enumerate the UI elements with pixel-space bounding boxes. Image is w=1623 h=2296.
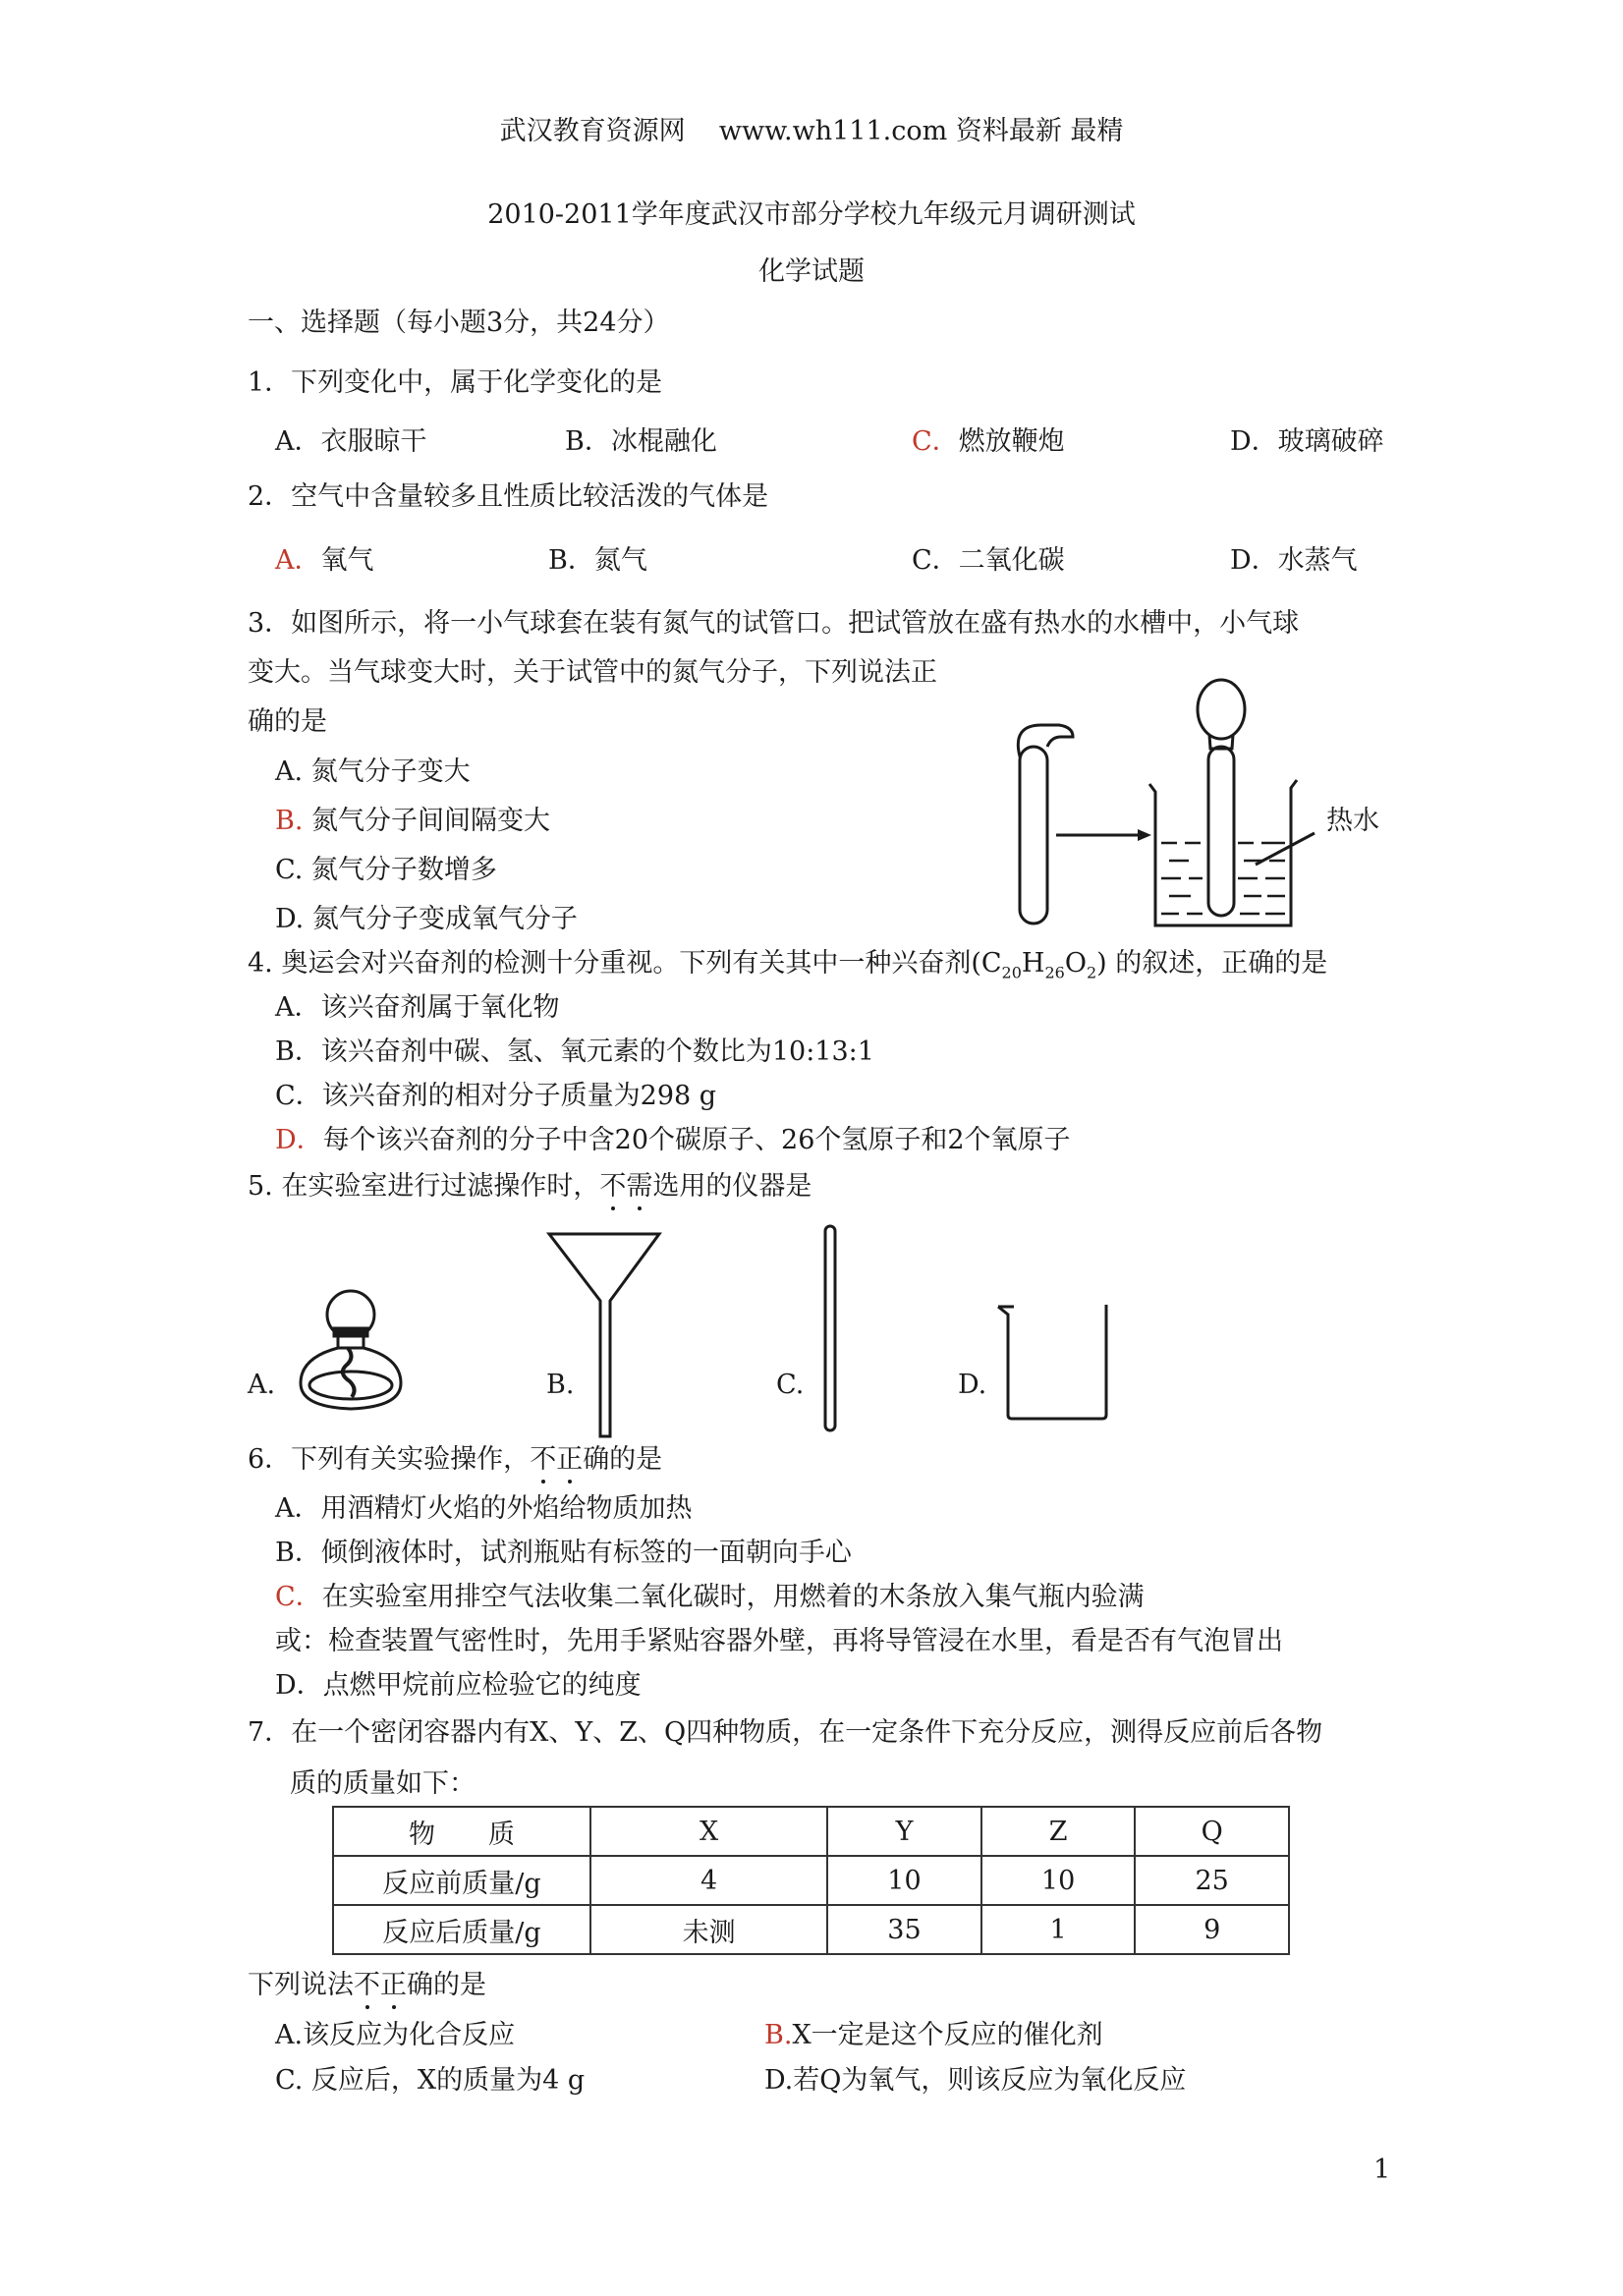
q1-option-a: A．衣服晾干 bbox=[275, 426, 427, 457]
q3-stem-line3: 确的是 bbox=[248, 706, 327, 737]
alcohol-lamp-icon bbox=[295, 1287, 408, 1415]
q7-option-b: B.X一定是这个反应的催化剂 bbox=[764, 2020, 1103, 2050]
q6-option-c: C．在实验室用排空气法收集二氧化碳时，用燃着的木条放入集气瓶内验满 bbox=[275, 1582, 1145, 1612]
q3-option-b: B. 氮气分子间间隔变大 bbox=[275, 806, 551, 836]
header-url[interactable]: www.wh111.com bbox=[718, 116, 948, 146]
page-number: 1 bbox=[1373, 2155, 1391, 2185]
glass-rod-icon bbox=[820, 1223, 840, 1434]
q2-option-b: B．氮气 bbox=[548, 545, 647, 576]
q7-stem-line1: 7．在一个密闭容器内有X、Y、Z、Q四种物质，在一定条件下充分反应，测得反应前后各物 bbox=[248, 1717, 1323, 1748]
q1-option-c: C．燃放鞭炮 bbox=[912, 426, 1065, 457]
section-heading: 一、选择题（每小题3分，共24分） bbox=[248, 308, 670, 338]
q3-hot-water-label: 热水 bbox=[1326, 806, 1379, 836]
q1-option-d: D．玻璃破碎 bbox=[1230, 426, 1384, 457]
q3-option-d: D. 氮气分子变成氧气分子 bbox=[275, 904, 578, 934]
table-cell: 9 bbox=[1135, 1905, 1289, 1954]
page-header bbox=[0, 116, 1623, 147]
q6-alternative: 或：检查装置气密性时，先用手紧贴容器外壁，再将导管浸在水里，看是否有气泡冒出 bbox=[275, 1626, 1283, 1656]
table-cell: 未测 bbox=[590, 1905, 827, 1954]
mass-table bbox=[332, 1806, 1290, 1955]
q2-option-d: D．水蒸气 bbox=[1230, 545, 1358, 576]
q3-test-tube-figure bbox=[1002, 668, 1415, 938]
table-row bbox=[333, 1905, 1289, 1954]
q5-label-d: D. bbox=[958, 1370, 987, 1400]
q3-stem-line2: 变大。当气球变大时，关于试管中的氮气分子，下列说法正 bbox=[248, 657, 937, 688]
q2-stem: 2．空气中含量较多且性质比较活泼的气体是 bbox=[248, 481, 769, 512]
table-cell: Q bbox=[1135, 1807, 1289, 1856]
header-tagline: 资料最新 最精 bbox=[955, 116, 1124, 146]
q7-option-a: A.该反应为化合反应 bbox=[275, 2020, 516, 2050]
table-cell: Z bbox=[981, 1807, 1136, 1856]
table-cell: Y bbox=[827, 1807, 981, 1856]
table-cell: 25 bbox=[1135, 1856, 1289, 1905]
q7-question: 下列说法不正确的是 bbox=[248, 1970, 486, 2000]
table-cell: 反应后质量/g bbox=[333, 1905, 590, 1954]
table-cell: 物 质 bbox=[333, 1807, 590, 1856]
table-cell: X bbox=[590, 1807, 827, 1856]
q6-option-a: A．用酒精灯火焰的外焰给物质加热 bbox=[275, 1493, 693, 1524]
header-site: 武汉教育资源网 bbox=[499, 116, 686, 146]
q4-option-b: B．该兴奋剂中碳、氢、氧元素的个数比为10:13:1 bbox=[275, 1036, 874, 1067]
table-row bbox=[333, 1856, 1289, 1905]
q7-option-c: C. 反应后，X的质量为4 g bbox=[275, 2065, 586, 2096]
beaker-icon bbox=[994, 1295, 1117, 1423]
q4-option-c: C．该兴奋剂的相对分子质量为298 g bbox=[275, 1081, 717, 1111]
q2-option-c: C．二氧化碳 bbox=[912, 545, 1065, 576]
q7-stem-line2: 质的质量如下： bbox=[290, 1768, 476, 1799]
table-cell: 1 bbox=[981, 1905, 1136, 1954]
exam-subject: 化学试题 bbox=[758, 256, 865, 287]
q1-stem: 1．下列变化中，属于化学变化的是 bbox=[248, 367, 663, 398]
table-cell: 10 bbox=[981, 1856, 1136, 1905]
q3-stem-line1: 3．如图所示，将一小气球套在装有氮气的试管口。把试管放在盛有热水的水槽中，小气球 bbox=[248, 608, 1300, 639]
table-cell: 10 bbox=[827, 1856, 981, 1905]
table-header-row bbox=[333, 1807, 1289, 1856]
q4-stem: 4. 奥运会对兴奋剂的检测十分重视。下列有关其中一种兴奋剂$(C_{20}H_{26}O_2)$ 的叙述，正确的是 bbox=[248, 948, 1328, 982]
funnel-icon bbox=[545, 1230, 663, 1441]
q5-label-a: A. bbox=[248, 1370, 276, 1400]
exam-title: 2010-2011学年度武汉市部分学校九年级元月调研测试 bbox=[487, 199, 1136, 230]
q3-option-c: C. 氮气分子数增多 bbox=[275, 855, 497, 885]
q5-label-b: B. bbox=[546, 1370, 575, 1400]
table-cell: 35 bbox=[827, 1905, 981, 1954]
table-cell: 4 bbox=[590, 1856, 827, 1905]
q6-option-b: B．倾倒液体时，试剂瓶贴有标签的一面朝向手心 bbox=[275, 1538, 852, 1568]
q6-option-d: D．点燃甲烷前应检验它的纯度 bbox=[275, 1670, 642, 1701]
q7-option-d: D.若Q为氧气，则该反应为氧化反应 bbox=[764, 2065, 1187, 2096]
q4-option-a: A．该兴奋剂属于氧化物 bbox=[275, 992, 560, 1023]
q4-option-d: D．每个该兴奋剂的分子中含20个碳原子、26个氢原子和2个氧原子 bbox=[275, 1125, 1071, 1155]
q1-option-b: B．冰棍融化 bbox=[565, 426, 717, 457]
q2-option-a: A．氧气 bbox=[275, 545, 374, 576]
table-cell: 反应前质量/g bbox=[333, 1856, 590, 1905]
q6-stem: 6．下列有关实验操作，不正确的是 bbox=[248, 1444, 663, 1475]
q3-option-a: A. 氮气分子变大 bbox=[275, 756, 471, 787]
q5-label-c: C. bbox=[776, 1370, 805, 1400]
q5-stem: 5. 在实验室进行过滤操作时，不需选用的仪器是 bbox=[248, 1171, 812, 1202]
